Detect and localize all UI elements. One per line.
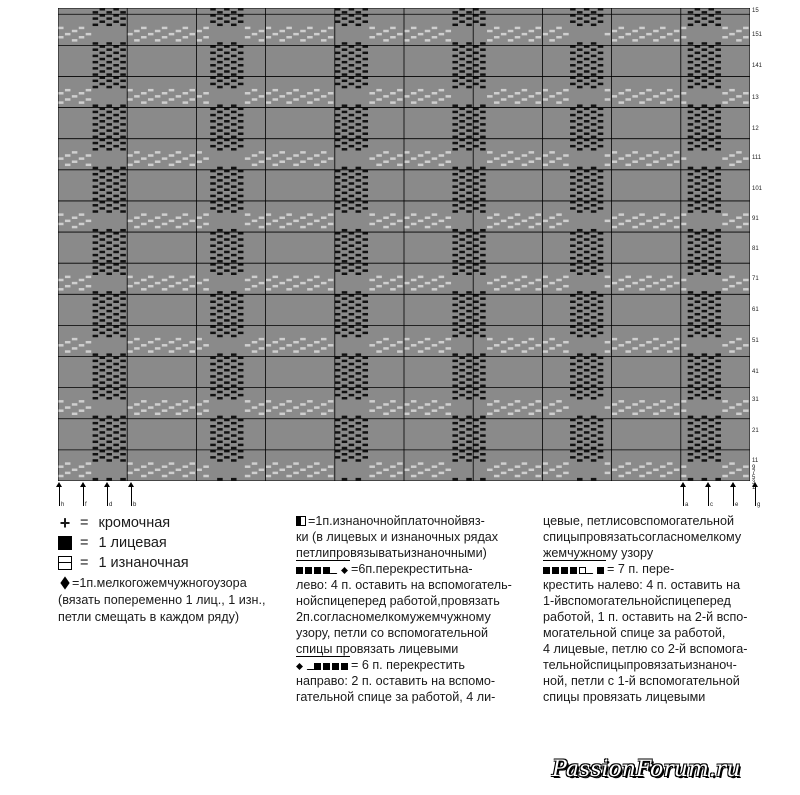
row-number: 71 [752, 276, 759, 282]
legend-seed-line: петли смещать в каждом ряду) [58, 610, 240, 624]
col2-line: нойспицеперед работой,провязать [296, 594, 500, 608]
row-number: 61 [752, 307, 759, 313]
column-marker-label: c [710, 502, 713, 508]
col2-line: =6п.перекреститьна- [351, 562, 473, 576]
row-number: 1 [752, 485, 756, 491]
row-number: 12 [752, 126, 759, 132]
col2-line: направо: 2 п. оставить на вспомо- [296, 674, 496, 688]
cable-left-7-icon [543, 562, 606, 571]
legend-seed-block [58, 575, 288, 626]
column-marker-label: g [757, 502, 761, 508]
column-marker-label: e [735, 502, 739, 508]
legend-seed-line: =1п.мелкогожемчужногоузора [72, 576, 247, 590]
purl-square-icon [58, 556, 72, 570]
column-marker-arrow [705, 482, 715, 510]
col3-line: могательной спице за работой, [543, 626, 726, 640]
col2-line: петлипровязыватьизнаночными) [296, 546, 487, 560]
legend-equals: = [80, 535, 89, 551]
seed-stitch-icon [60, 576, 69, 589]
column-marker-arrow [80, 482, 90, 510]
column-marker-arrow [128, 482, 138, 510]
legend-knit-text: 1 лицевая [98, 535, 167, 551]
cable-right-6-icon [296, 658, 350, 667]
legend-knit-row [58, 533, 288, 553]
col3-line: цевые, петлисовспомогательной [543, 514, 735, 528]
col3-line: тельнойспицыпровязатьизнаноч- [543, 658, 737, 672]
row-number: 81 [752, 246, 759, 252]
row-number: 13 [752, 95, 759, 101]
row-number: 3 [752, 480, 756, 486]
col2-line: 2п.согласномелкомужемчужному [296, 610, 491, 624]
row-number: 91 [752, 216, 759, 222]
garter-purl-icon [296, 516, 306, 526]
legend-purl-text: 1 изнаночная [98, 555, 189, 571]
legend-equals: = [80, 515, 89, 531]
row-number: 141 [752, 63, 763, 69]
legend-column-1 [58, 513, 288, 626]
col3-line: спицы провязать лицевыми [543, 690, 706, 704]
legend-column-2 [296, 513, 528, 705]
col2-line: ки (в лицевых и изнаночных рядах [296, 530, 499, 544]
column-marker-label: h [61, 502, 65, 508]
col3-line: ной, петли с 1-й вспомогательной [543, 674, 740, 688]
column-marker-label: a [685, 502, 689, 508]
row-number: 151 [752, 32, 763, 38]
column-marker-label: f [85, 502, 87, 508]
legend-purl-row [58, 553, 288, 573]
col2-line: гательной спице за работой, 4 ли- [296, 690, 496, 704]
col3-line: крестить налево: 4 п. оставить на [543, 578, 741, 592]
plus-icon: + [59, 513, 71, 533]
col3-line: 1-йвспомогательнойспицеперед [543, 594, 731, 608]
legend-edge-row [58, 513, 288, 533]
column-marker-arrow [104, 482, 114, 510]
column-marker-label: d [109, 502, 113, 508]
row-number: 11 [752, 458, 759, 464]
row-number: 41 [752, 369, 759, 375]
col3-line: работой, 1 п. оставить на 2-й вспо- [543, 610, 748, 624]
column-marker-label: b [133, 502, 137, 508]
column-marker-arrow [56, 482, 66, 510]
col3-line: жемчужному узору [543, 546, 654, 560]
column-marker-arrow [752, 482, 762, 510]
col3-line: = 7 п. пере- [607, 562, 675, 576]
legend-column-3 [543, 513, 775, 705]
site-watermark: PassionForum.ru [552, 757, 741, 782]
col3-line: спицыпровязатьсогласномелкому [543, 530, 742, 544]
row-number: 7 [752, 470, 756, 476]
column-marker-arrow [730, 482, 740, 510]
col2-line: узору, петли со вспомогательной [296, 626, 489, 640]
chart-grid [58, 8, 750, 481]
col2-line: = 6 п. перекрестить [351, 658, 465, 672]
legend-equals: = [80, 555, 89, 571]
row-number: 9 [752, 465, 756, 471]
black-square-icon [58, 536, 72, 550]
cable-left-6-icon [296, 562, 350, 571]
row-number: 5 [752, 475, 756, 481]
row-number: 101 [752, 186, 763, 192]
col3-line: 4 лицевые, петлю со 2-й вспомога- [543, 642, 748, 656]
knitting-chart [58, 8, 750, 481]
row-number: 15 [752, 8, 759, 14]
row-number: 51 [752, 338, 759, 344]
col2-line: лево: 4 п. оставить на вспомогатель- [296, 578, 512, 592]
column-marker-arrow [680, 482, 690, 510]
legend-edge-text: кромочная [98, 515, 171, 531]
row-number: 111 [752, 155, 762, 161]
col2-line: =1п.изнаночнойплаточнойвяз- [308, 514, 485, 528]
legend-seed-line: (вязать попеременно 1 лиц., 1 изн., [58, 593, 266, 607]
col2-line: спицы провязать лицевыми [296, 642, 459, 656]
row-number: 21 [752, 428, 759, 434]
row-number: 31 [752, 397, 759, 403]
